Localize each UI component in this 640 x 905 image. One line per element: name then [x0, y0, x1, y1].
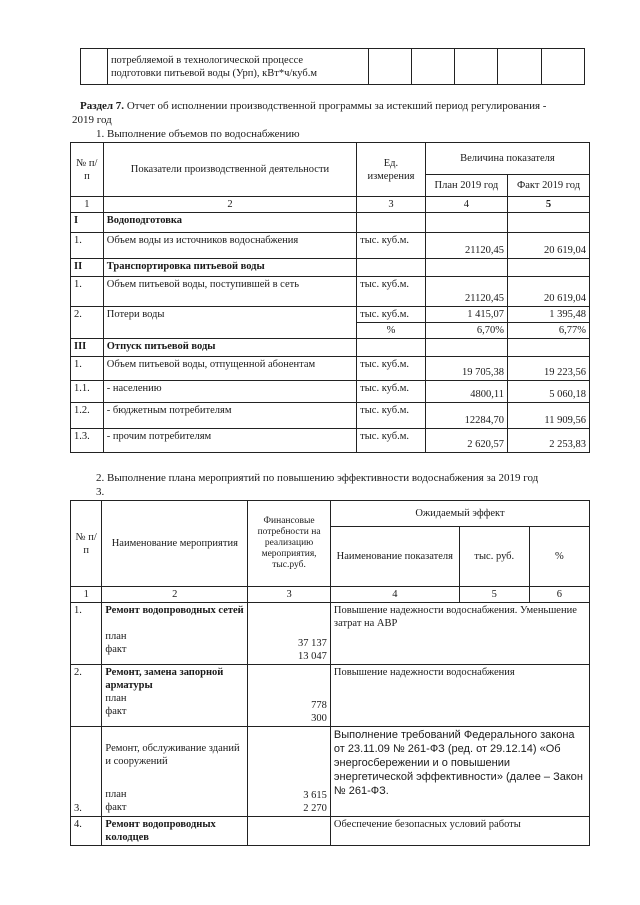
colnum: 1 — [71, 197, 104, 213]
row-num: 3. — [71, 727, 102, 817]
row-unit: тыс. куб.м. — [357, 233, 426, 259]
table-row — [71, 277, 590, 307]
head-unit: Ед. измерения — [357, 143, 426, 197]
row-unit: % — [357, 323, 426, 339]
row-unit: тыс. куб.м. — [357, 381, 426, 403]
row-finance — [248, 665, 331, 727]
plan-label: план — [105, 693, 127, 704]
colnum: 5 — [459, 587, 529, 603]
row-effect: Повышение надежности водоснабжения — [330, 665, 589, 727]
measures-table — [70, 500, 590, 846]
section-heading — [80, 100, 600, 113]
row-num: 1. — [71, 233, 104, 259]
table-row — [71, 307, 590, 323]
row-fact: 2 270 — [303, 803, 327, 814]
row-unit — [357, 339, 426, 357]
row-title: Ремонт, обслуживание зданий и сооружений — [105, 742, 240, 767]
cell — [107, 49, 368, 85]
subsection-1: 1. Выполнение объемов по водоснабжению — [96, 128, 300, 140]
top-line-1: потребляемой в технологической процессе — [110, 54, 304, 66]
row-num: 1. — [71, 603, 102, 665]
cell — [368, 49, 411, 85]
head-num: № п/п — [71, 501, 102, 587]
row-plan: 19 705,38 — [425, 357, 507, 381]
table-row — [71, 403, 590, 429]
row-fact: 11 909,56 — [507, 403, 589, 429]
row-plan: 21120,45 — [425, 277, 507, 307]
row-num: III — [71, 339, 104, 357]
row-unit — [357, 213, 426, 233]
row-num: I — [71, 213, 104, 233]
row-effect: Выполнение требований Федерального закона от 23.11.09 № 261-ФЗ (ред. от 29.12.14) «Об энергосбережении и о повышении энергетической эффективности» (далее – Закон № 261-ФЗ. — [330, 727, 589, 817]
cell — [411, 49, 454, 85]
colnum: 1 — [71, 587, 102, 603]
top-table-fragment — [80, 48, 585, 85]
row-num: 1. — [71, 357, 104, 381]
row-num: 1.1. — [71, 381, 104, 403]
row-fact: 300 — [311, 713, 327, 724]
plan-label: план — [105, 631, 127, 642]
row-fact — [507, 259, 589, 277]
row-name — [102, 603, 248, 665]
cell — [455, 49, 498, 85]
row-unit — [357, 259, 426, 277]
colnum: 6 — [529, 587, 589, 603]
cell — [541, 49, 584, 85]
head-fact: Факт 2019 год — [507, 175, 589, 197]
head-effect: Ожидаемый эффект — [330, 501, 589, 527]
table-row — [71, 259, 590, 277]
row-fact: 2 253,83 — [507, 429, 589, 453]
row-plan: 4800,11 — [425, 381, 507, 403]
row-fact: 1 395,48 — [507, 307, 589, 323]
row-title: Ремонт водопроводных колодцев — [102, 817, 248, 846]
colnum: 3 — [357, 197, 426, 213]
top-line-2: подготовки питьевой воды (Урп), кВт*ч/куб.м — [110, 67, 317, 79]
colnum-row — [71, 197, 590, 213]
row-plan — [425, 259, 507, 277]
row-fact: 13 047 — [298, 651, 327, 662]
row-plan: 6,70% — [425, 323, 507, 339]
row-plan: 3 615 — [303, 790, 327, 801]
row-num: 1.2. — [71, 403, 104, 429]
row-unit: тыс. куб.м. — [357, 403, 426, 429]
head-finance: Финансовые потребности на реализацию мероприятия, тыс.руб. — [248, 501, 331, 587]
table-row — [71, 665, 590, 727]
table-row — [71, 233, 590, 259]
row-fact — [507, 339, 589, 357]
table-row — [71, 339, 590, 357]
section-label: Раздел 7. — [80, 100, 125, 112]
head-effect-name: Наименование показателя — [330, 527, 459, 587]
row-name: - бюджетным потребителям — [103, 403, 356, 429]
row-name: Отпуск питьевой воды — [103, 339, 356, 357]
row-num: 2. — [71, 665, 102, 727]
row-plan — [425, 339, 507, 357]
section-title: Отчет об исполнении производственной программы за истекший период регулирования - — [124, 100, 547, 112]
row-name: - прочим потребителям — [103, 429, 356, 453]
row-name: Потери воды — [103, 307, 356, 339]
row-num: II — [71, 259, 104, 277]
table-row — [71, 357, 590, 381]
row-name — [102, 665, 248, 727]
row-plan: 21120,45 — [425, 233, 507, 259]
table-row — [71, 727, 590, 817]
row-unit: тыс. куб.м. — [357, 277, 426, 307]
row-fact: 6,77% — [507, 323, 589, 339]
row-fact: 20 619,04 — [507, 233, 589, 259]
colnum: 4 — [330, 587, 459, 603]
row-name: Водоподготовка — [103, 213, 356, 233]
colnum: 4 — [425, 197, 507, 213]
row-effect: Обеспечение безопасных условий работы — [330, 817, 589, 846]
row-fact: 19 223,56 — [507, 357, 589, 381]
row-finance — [248, 727, 331, 817]
row-title: Ремонт водопроводных сетей — [105, 605, 244, 616]
water-supply-table — [70, 142, 590, 453]
fact-label: факт — [105, 706, 127, 717]
row-num: 4. — [71, 817, 102, 846]
colnum: 2 — [102, 587, 248, 603]
row-effect: Повышение надежности водоснабжения. Уменьшение затрат на АВР — [330, 603, 589, 665]
row-fact: 20 619,04 — [507, 277, 589, 307]
head-name: Наименование мероприятия — [102, 501, 248, 587]
cell — [498, 49, 541, 85]
row-fact: 5 060,18 — [507, 381, 589, 403]
row-plan: 12284,70 — [425, 403, 507, 429]
row-plan: 1 415,07 — [425, 307, 507, 323]
head-effect-rub: тыс. руб. — [459, 527, 529, 587]
row-num: 1. — [71, 277, 104, 307]
table-row — [71, 429, 590, 453]
row-name: Объем питьевой воды, поступившей в сеть — [103, 277, 356, 307]
head-indicator: Показатели производственной деятельности — [103, 143, 356, 197]
section-title-cont: 2019 год — [72, 114, 112, 126]
row-plan: 37 137 — [298, 638, 327, 649]
row-num: 1.3. — [71, 429, 104, 453]
row-finance — [248, 817, 331, 846]
head-effect-pct: % — [529, 527, 589, 587]
cell — [81, 49, 108, 85]
row-name — [102, 727, 248, 817]
row-num: 2. — [71, 307, 104, 339]
fact-label: факт — [105, 644, 127, 655]
row-finance — [248, 603, 331, 665]
row-name: - населению — [103, 381, 356, 403]
colnum: 2 — [103, 197, 356, 213]
head-value: Величина показателя — [425, 143, 589, 175]
table-row — [71, 817, 590, 846]
row-plan: 778 — [311, 700, 327, 711]
head-plan: План 2019 год — [425, 175, 507, 197]
row-fact — [507, 213, 589, 233]
head-num: № п/п — [71, 143, 104, 197]
row-unit: тыс. куб.м. — [357, 307, 426, 323]
row-name: Транспортировка питьевой воды — [103, 259, 356, 277]
table-row — [71, 381, 590, 403]
row-name: Объем воды из источников водоснабжения — [103, 233, 356, 259]
row-title: Ремонт, замена запорной арматуры — [105, 667, 224, 691]
table-row — [71, 603, 590, 665]
subsection-3: 3. — [96, 486, 105, 498]
subsection-2: 2. Выполнение плана мероприятий по повышению эффективности водоснабжения за 2019 год — [96, 472, 539, 484]
colnum: 3 — [248, 587, 331, 603]
colnum-row — [71, 587, 590, 603]
colnum: 5 — [507, 197, 589, 213]
row-unit: тыс. куб.м. — [357, 429, 426, 453]
row-name: Объем питьевой воды, отпущенной абонентам — [103, 357, 356, 381]
row-plan: 2 620,57 — [425, 429, 507, 453]
fact-label: факт — [105, 801, 127, 813]
table-row — [71, 213, 590, 233]
row-plan — [425, 213, 507, 233]
plan-label: план — [105, 788, 127, 800]
row-unit: тыс. куб.м. — [357, 357, 426, 381]
